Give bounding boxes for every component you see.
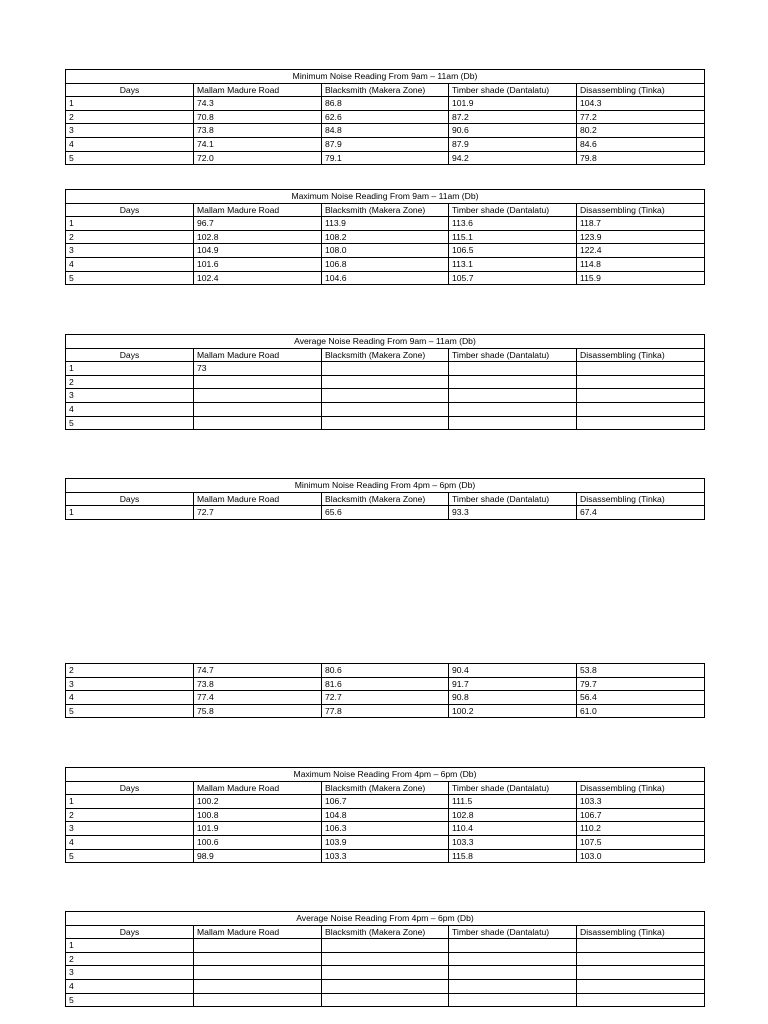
reading-cell xyxy=(577,375,705,389)
reading-cell xyxy=(577,939,705,953)
table-row xyxy=(66,124,705,138)
column-header: Days xyxy=(66,348,194,362)
table-title: Average Noise Reading From 4pm – 6pm (Db) xyxy=(66,912,705,926)
reading-cell xyxy=(577,966,705,980)
reading-cell: 104.3 xyxy=(577,97,705,111)
table-row xyxy=(66,271,705,285)
reading-cell: 67.4 xyxy=(577,506,705,520)
table-title-row xyxy=(66,768,705,782)
day-cell: 4 xyxy=(66,137,194,151)
reading-cell: 102.8 xyxy=(449,808,577,822)
table-row xyxy=(66,402,705,416)
column-header: Timber shade (Dantalatu) xyxy=(449,781,577,795)
reading-cell xyxy=(449,993,577,1007)
day-cell: 4 xyxy=(66,257,194,271)
reading-cell: 84.8 xyxy=(322,124,449,138)
reading-cell xyxy=(322,402,449,416)
reading-cell xyxy=(577,993,705,1007)
reading-cell: 90.8 xyxy=(449,691,577,705)
table-title-row xyxy=(66,479,705,493)
table-row xyxy=(66,664,705,678)
reading-cell: 115.9 xyxy=(577,271,705,285)
column-header: Days xyxy=(66,925,194,939)
reading-cell xyxy=(449,375,577,389)
day-cell: 3 xyxy=(66,124,194,138)
reading-cell: 122.4 xyxy=(577,244,705,258)
table-title-row xyxy=(66,912,705,926)
reading-cell: 101.6 xyxy=(194,257,322,271)
table-row xyxy=(66,97,705,111)
table-row xyxy=(66,966,705,980)
table-row xyxy=(66,362,705,376)
table-row xyxy=(66,230,705,244)
table-row xyxy=(66,704,705,718)
table-row xyxy=(66,416,705,430)
reading-cell: 110.4 xyxy=(449,822,577,836)
day-cell: 4 xyxy=(66,979,194,993)
column-header: Mallam Madure Road xyxy=(194,348,322,362)
reading-cell xyxy=(322,939,449,953)
day-cell: 2 xyxy=(66,375,194,389)
reading-cell: 102.8 xyxy=(194,230,322,244)
reading-cell: 96.7 xyxy=(194,217,322,231)
reading-cell: 103.0 xyxy=(577,849,705,863)
day-cell: 5 xyxy=(66,849,194,863)
reading-cell: 118.7 xyxy=(577,217,705,231)
table-row xyxy=(66,137,705,151)
day-cell: 1 xyxy=(66,506,194,520)
column-header: Days xyxy=(66,781,194,795)
reading-cell: 56.4 xyxy=(577,691,705,705)
column-header: Disassembling (Tinka) xyxy=(577,492,705,506)
table-title: Maximum Noise Reading From 4pm – 6pm (Db) xyxy=(66,768,705,782)
table-title: Average Noise Reading From 9am – 11am (Db) xyxy=(66,335,705,349)
reading-cell: 62.6 xyxy=(322,110,449,124)
reading-cell: 80.6 xyxy=(322,664,449,678)
table-row xyxy=(66,993,705,1007)
table-title: Minimum Noise Reading From 4pm – 6pm (Db) xyxy=(66,479,705,493)
reading-cell: 74.3 xyxy=(194,97,322,111)
reading-cell: 90.6 xyxy=(449,124,577,138)
day-cell: 5 xyxy=(66,704,194,718)
avg-noise-evening-table xyxy=(65,911,705,1007)
reading-cell xyxy=(322,362,449,376)
column-header: Days xyxy=(66,492,194,506)
reading-cell: 115.8 xyxy=(449,849,577,863)
reading-cell xyxy=(322,966,449,980)
day-cell: 4 xyxy=(66,402,194,416)
reading-cell xyxy=(577,416,705,430)
table-row xyxy=(66,244,705,258)
column-header: Disassembling (Tinka) xyxy=(577,348,705,362)
reading-cell xyxy=(449,402,577,416)
reading-cell: 123.9 xyxy=(577,230,705,244)
column-header: Days xyxy=(66,203,194,217)
table-row xyxy=(66,822,705,836)
column-header: Blacksmith (Makera Zone) xyxy=(322,925,449,939)
table-row xyxy=(66,808,705,822)
max-noise-morning-table xyxy=(65,189,705,285)
reading-cell: 61.0 xyxy=(577,704,705,718)
column-header: Mallam Madure Road xyxy=(194,925,322,939)
column-header: Mallam Madure Road xyxy=(194,203,322,217)
day-cell: 3 xyxy=(66,677,194,691)
day-cell: 1 xyxy=(66,795,194,809)
day-cell: 2 xyxy=(66,952,194,966)
reading-cell: 73.8 xyxy=(194,124,322,138)
reading-cell: 100.2 xyxy=(449,704,577,718)
table-row xyxy=(66,849,705,863)
table-row xyxy=(66,217,705,231)
reading-cell: 113.9 xyxy=(322,217,449,231)
reading-cell: 98.9 xyxy=(194,849,322,863)
reading-cell: 79.8 xyxy=(577,151,705,165)
reading-cell: 114.8 xyxy=(577,257,705,271)
reading-cell xyxy=(194,952,322,966)
table-title-row xyxy=(66,335,705,349)
reading-cell xyxy=(577,979,705,993)
reading-cell: 72.7 xyxy=(322,691,449,705)
reading-cell: 72.0 xyxy=(194,151,322,165)
reading-cell: 73.8 xyxy=(194,677,322,691)
day-cell: 2 xyxy=(66,664,194,678)
reading-cell: 70.8 xyxy=(194,110,322,124)
reading-cell: 74.1 xyxy=(194,137,322,151)
reading-cell: 104.8 xyxy=(322,808,449,822)
reading-cell: 86.8 xyxy=(322,97,449,111)
table-header-row xyxy=(66,348,705,362)
reading-cell xyxy=(322,375,449,389)
reading-cell xyxy=(194,979,322,993)
reading-cell: 106.8 xyxy=(322,257,449,271)
reading-cell xyxy=(194,966,322,980)
day-cell: 4 xyxy=(66,691,194,705)
column-header: Timber shade (Dantalatu) xyxy=(449,492,577,506)
reading-cell xyxy=(194,939,322,953)
reading-cell: 105.7 xyxy=(449,271,577,285)
reading-cell: 94.2 xyxy=(449,151,577,165)
reading-cell: 103.9 xyxy=(322,835,449,849)
column-header: Mallam Madure Road xyxy=(194,492,322,506)
reading-cell: 65.6 xyxy=(322,506,449,520)
reading-cell xyxy=(322,389,449,403)
column-header: Timber shade (Dantalatu) xyxy=(449,925,577,939)
reading-cell: 87.2 xyxy=(449,110,577,124)
day-cell: 4 xyxy=(66,835,194,849)
day-cell: 2 xyxy=(66,230,194,244)
reading-cell xyxy=(449,979,577,993)
reading-cell: 74.7 xyxy=(194,664,322,678)
day-cell: 5 xyxy=(66,993,194,1007)
reading-cell xyxy=(322,993,449,1007)
reading-cell: 103.3 xyxy=(577,795,705,809)
reading-cell: 113.1 xyxy=(449,257,577,271)
table-row xyxy=(66,677,705,691)
table-header-row xyxy=(66,492,705,506)
column-header: Blacksmith (Makera Zone) xyxy=(322,83,449,97)
column-header: Blacksmith (Makera Zone) xyxy=(322,348,449,362)
reading-cell: 108.2 xyxy=(322,230,449,244)
reading-cell: 104.6 xyxy=(322,271,449,285)
column-header: Timber shade (Dantalatu) xyxy=(449,348,577,362)
avg-noise-morning-table xyxy=(65,334,705,430)
max-noise-evening-table xyxy=(65,767,705,863)
min-noise-morning-table xyxy=(65,69,705,165)
reading-cell: 115.1 xyxy=(449,230,577,244)
reading-cell xyxy=(449,966,577,980)
reading-cell: 108.0 xyxy=(322,244,449,258)
column-header: Disassembling (Tinka) xyxy=(577,83,705,97)
reading-cell: 77.2 xyxy=(577,110,705,124)
table-row xyxy=(66,375,705,389)
column-header: Mallam Madure Road xyxy=(194,781,322,795)
reading-cell: 102.4 xyxy=(194,271,322,285)
day-cell: 3 xyxy=(66,966,194,980)
reading-cell xyxy=(449,389,577,403)
reading-cell: 100.6 xyxy=(194,835,322,849)
day-cell: 1 xyxy=(66,939,194,953)
reading-cell: 81.6 xyxy=(322,677,449,691)
reading-cell: 113.6 xyxy=(449,217,577,231)
column-header: Disassembling (Tinka) xyxy=(577,925,705,939)
reading-cell: 111.5 xyxy=(449,795,577,809)
reading-cell: 75.8 xyxy=(194,704,322,718)
reading-cell xyxy=(449,952,577,966)
reading-cell: 103.3 xyxy=(322,849,449,863)
reading-cell xyxy=(577,389,705,403)
reading-cell xyxy=(322,416,449,430)
reading-cell: 53.8 xyxy=(577,664,705,678)
reading-cell xyxy=(449,362,577,376)
table-row xyxy=(66,795,705,809)
table-header-row xyxy=(66,83,705,97)
reading-cell xyxy=(577,362,705,376)
reading-cell: 87.9 xyxy=(322,137,449,151)
min-noise-evening-table xyxy=(65,478,705,520)
reading-cell xyxy=(577,402,705,416)
reading-cell: 101.9 xyxy=(449,97,577,111)
column-header: Blacksmith (Makera Zone) xyxy=(322,781,449,795)
column-header: Timber shade (Dantalatu) xyxy=(449,83,577,97)
table-row xyxy=(66,952,705,966)
reading-cell: 90.4 xyxy=(449,664,577,678)
table-row xyxy=(66,835,705,849)
reading-cell: 77.4 xyxy=(194,691,322,705)
reading-cell: 87.9 xyxy=(449,137,577,151)
day-cell: 3 xyxy=(66,822,194,836)
reading-cell: 104.9 xyxy=(194,244,322,258)
table-row xyxy=(66,939,705,953)
table-header-row xyxy=(66,203,705,217)
table-row xyxy=(66,389,705,403)
column-header: Disassembling (Tinka) xyxy=(577,781,705,795)
reading-cell xyxy=(449,939,577,953)
reading-cell: 79.1 xyxy=(322,151,449,165)
column-header: Disassembling (Tinka) xyxy=(577,203,705,217)
reading-cell: 106.7 xyxy=(322,795,449,809)
table-title-row xyxy=(66,190,705,204)
reading-cell: 84.6 xyxy=(577,137,705,151)
table-title: Minimum Noise Reading From 9am – 11am (Db) xyxy=(66,70,705,84)
table-header-row xyxy=(66,781,705,795)
reading-cell: 106.5 xyxy=(449,244,577,258)
reading-cell: 103.3 xyxy=(449,835,577,849)
table-row xyxy=(66,110,705,124)
reading-cell xyxy=(194,375,322,389)
table-title-row xyxy=(66,70,705,84)
reading-cell xyxy=(194,389,322,403)
column-header: Blacksmith (Makera Zone) xyxy=(322,492,449,506)
day-cell: 2 xyxy=(66,110,194,124)
column-header: Timber shade (Dantalatu) xyxy=(449,203,577,217)
reading-cell: 77.8 xyxy=(322,704,449,718)
reading-cell: 107.5 xyxy=(577,835,705,849)
day-cell: 1 xyxy=(66,362,194,376)
min-noise-evening-table-continued xyxy=(65,663,705,718)
column-header: Mallam Madure Road xyxy=(194,83,322,97)
reading-cell xyxy=(194,402,322,416)
reading-cell: 110.2 xyxy=(577,822,705,836)
column-header: Blacksmith (Makera Zone) xyxy=(322,203,449,217)
reading-cell xyxy=(322,979,449,993)
reading-cell: 72.7 xyxy=(194,506,322,520)
reading-cell: 73 xyxy=(194,362,322,376)
reading-cell xyxy=(194,993,322,1007)
reading-cell: 106.7 xyxy=(577,808,705,822)
day-cell: 2 xyxy=(66,808,194,822)
table-title: Maximum Noise Reading From 9am – 11am (Db) xyxy=(66,190,705,204)
table-row xyxy=(66,979,705,993)
reading-cell: 100.2 xyxy=(194,795,322,809)
day-cell: 5 xyxy=(66,416,194,430)
column-header: Days xyxy=(66,83,194,97)
reading-cell: 100.8 xyxy=(194,808,322,822)
reading-cell xyxy=(322,952,449,966)
table-row xyxy=(66,151,705,165)
day-cell: 1 xyxy=(66,217,194,231)
reading-cell xyxy=(194,416,322,430)
reading-cell xyxy=(449,416,577,430)
reading-cell: 80.2 xyxy=(577,124,705,138)
day-cell: 3 xyxy=(66,389,194,403)
day-cell: 5 xyxy=(66,151,194,165)
table-row xyxy=(66,506,705,520)
day-cell: 5 xyxy=(66,271,194,285)
day-cell: 1 xyxy=(66,97,194,111)
table-header-row xyxy=(66,925,705,939)
table-row xyxy=(66,257,705,271)
reading-cell: 93.3 xyxy=(449,506,577,520)
reading-cell: 101.9 xyxy=(194,822,322,836)
reading-cell: 106.3 xyxy=(322,822,449,836)
table-row xyxy=(66,691,705,705)
reading-cell xyxy=(577,952,705,966)
day-cell: 3 xyxy=(66,244,194,258)
reading-cell: 79.7 xyxy=(577,677,705,691)
reading-cell: 91.7 xyxy=(449,677,577,691)
